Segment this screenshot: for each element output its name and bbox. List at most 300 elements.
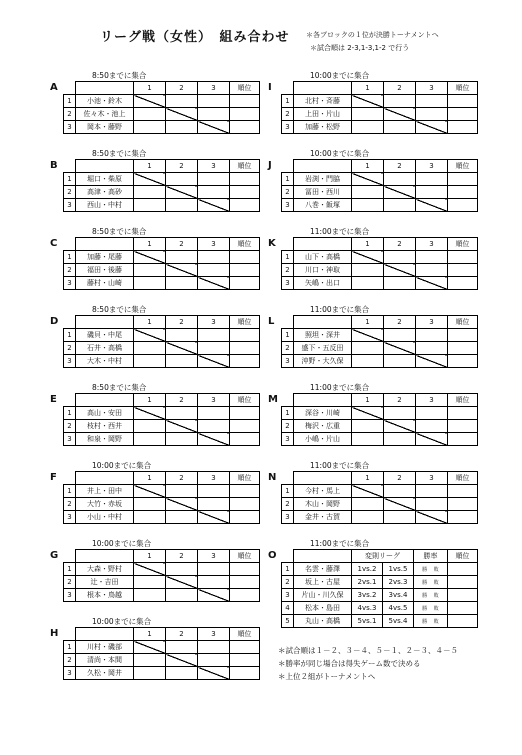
self-match-cell xyxy=(352,173,384,186)
score-cell xyxy=(198,186,230,199)
score-cell xyxy=(384,433,416,446)
table-row xyxy=(282,199,478,212)
header-n3: 3 xyxy=(198,160,230,173)
score-cell xyxy=(166,355,198,368)
table-row xyxy=(282,121,478,134)
team-name: 加藤・尾藤 xyxy=(76,251,134,264)
header-n3: 3 xyxy=(416,394,448,407)
score-cell xyxy=(134,342,166,355)
gather-time-k: 11:00までに集合 xyxy=(310,227,370,236)
header-team xyxy=(76,82,134,95)
score-cell xyxy=(134,511,166,524)
rank-cell xyxy=(448,186,478,199)
score-cell xyxy=(166,199,198,212)
team-name: 今村・馬上 xyxy=(294,485,352,498)
header-rank: 順位 xyxy=(230,160,260,173)
score-cell xyxy=(198,576,230,589)
loss-label: 敗 xyxy=(433,580,439,586)
team-name: 照坦・深井 xyxy=(294,329,352,342)
header-rank: 順位 xyxy=(230,82,260,95)
table-row xyxy=(64,277,260,290)
score-cell xyxy=(384,485,416,498)
rank-cell xyxy=(230,121,260,134)
score-cell xyxy=(134,186,166,199)
team-name: 矢嶋・出口 xyxy=(294,277,352,290)
block-table-d xyxy=(63,315,260,368)
header-n3: 3 xyxy=(416,472,448,485)
table-row xyxy=(64,95,260,108)
win-loss-cell xyxy=(414,602,448,615)
header-team xyxy=(76,160,134,173)
score-cell xyxy=(384,407,416,420)
team-name: 高津・高砂 xyxy=(76,186,134,199)
block-letter-m: M xyxy=(268,394,278,405)
header-n3: 3 xyxy=(416,82,448,95)
score-cell xyxy=(166,407,198,420)
rank-cell xyxy=(230,173,260,186)
rank-cell xyxy=(230,511,260,524)
score-cell xyxy=(134,433,166,446)
self-match-cell xyxy=(134,251,166,264)
rank-cell xyxy=(230,342,260,355)
team-number: 2 xyxy=(64,498,76,511)
win-label: 勝 xyxy=(422,580,428,586)
rank-cell xyxy=(448,498,478,511)
bottom-note-tiebreak: ＊勝率が同じ場合は得失ゲーム数で決める xyxy=(278,659,421,668)
rank-cell xyxy=(448,615,478,628)
block-letter-n: N xyxy=(268,472,277,483)
table-row xyxy=(282,329,478,342)
win-loss-cell xyxy=(414,576,448,589)
header-blank xyxy=(64,394,76,407)
gather-time-a: 8:50までに集合 xyxy=(92,71,147,80)
self-match-cell xyxy=(198,511,230,524)
win-loss-cell xyxy=(414,615,448,628)
self-match-cell xyxy=(134,95,166,108)
table-row xyxy=(64,342,260,355)
table-row xyxy=(282,407,478,420)
score-cell xyxy=(134,277,166,290)
score-cell xyxy=(352,264,384,277)
team-name: 深谷・川崎 xyxy=(294,407,352,420)
team-name: 小山・中村 xyxy=(76,511,134,524)
rank-cell xyxy=(448,563,478,576)
header-team xyxy=(294,550,352,563)
note-order: ＊試合順は 2-3,1-3,1-2 で行う xyxy=(310,44,410,52)
header-team xyxy=(294,472,352,485)
rank-cell xyxy=(230,420,260,433)
score-cell xyxy=(384,199,416,212)
team-number: 2 xyxy=(64,576,76,589)
team-name: 藤村・山崎 xyxy=(76,277,134,290)
header-rank: 順位 xyxy=(230,628,260,641)
score-cell xyxy=(416,420,448,433)
block-table-g xyxy=(63,549,260,602)
block-letter-j: J xyxy=(268,160,272,171)
table-row xyxy=(282,420,478,433)
table-row xyxy=(64,589,260,602)
team-number: 1 xyxy=(64,485,76,498)
block-letter-o: O xyxy=(268,550,277,561)
header-rank: 順位 xyxy=(448,316,478,329)
score-cell xyxy=(134,654,166,667)
block-table-m xyxy=(281,393,478,446)
header-rank: 順位 xyxy=(448,472,478,485)
team-name: 大木・中村 xyxy=(76,355,134,368)
header-n3: 3 xyxy=(416,316,448,329)
team-number: 2 xyxy=(282,264,294,277)
score-cell xyxy=(416,173,448,186)
block-table-h xyxy=(63,627,260,680)
header-n2: 2 xyxy=(166,628,198,641)
self-match-cell xyxy=(384,186,416,199)
rank-cell xyxy=(230,264,260,277)
table-row xyxy=(282,576,478,589)
table-row xyxy=(64,511,260,524)
score-cell xyxy=(166,485,198,498)
rank-cell xyxy=(448,121,478,134)
match-2: 1vs.5 xyxy=(383,563,414,576)
team-number: 2 xyxy=(282,420,294,433)
table-row xyxy=(282,186,478,199)
score-cell xyxy=(166,641,198,654)
team-name: 八巻・飯塚 xyxy=(294,199,352,212)
rank-cell xyxy=(230,407,260,420)
table-row xyxy=(64,498,260,511)
team-number: 1 xyxy=(64,563,76,576)
table-row xyxy=(64,576,260,589)
table-row xyxy=(282,251,478,264)
table-row xyxy=(282,342,478,355)
rank-cell xyxy=(448,277,478,290)
score-cell xyxy=(198,329,230,342)
team-number: 2 xyxy=(64,186,76,199)
table-row xyxy=(64,433,260,446)
rank-cell xyxy=(448,199,478,212)
gather-time-l: 11:00までに集合 xyxy=(310,305,370,314)
self-match-cell xyxy=(416,199,448,212)
score-cell xyxy=(352,511,384,524)
gather-time-i: 10:00までに集合 xyxy=(310,71,370,80)
header-n1: 1 xyxy=(134,628,166,641)
score-cell xyxy=(352,121,384,134)
score-cell xyxy=(134,108,166,121)
header-n1: 1 xyxy=(352,160,384,173)
score-cell xyxy=(416,251,448,264)
self-match-cell xyxy=(416,433,448,446)
rank-cell xyxy=(448,108,478,121)
team-number: 3 xyxy=(64,199,76,212)
score-cell xyxy=(166,95,198,108)
self-match-cell xyxy=(166,420,198,433)
score-cell xyxy=(166,277,198,290)
table-row xyxy=(282,563,478,576)
table-row xyxy=(64,563,260,576)
loss-label: 敗 xyxy=(433,606,439,612)
header-team xyxy=(294,160,352,173)
rank-cell xyxy=(448,264,478,277)
self-match-cell xyxy=(352,251,384,264)
table-row xyxy=(64,108,260,121)
team-number: 1 xyxy=(64,251,76,264)
gather-time-o: 11:00までに集合 xyxy=(310,539,370,548)
self-match-cell xyxy=(134,407,166,420)
team-number: 3 xyxy=(64,511,76,524)
header-rank: 順位 xyxy=(448,82,478,95)
header-blank xyxy=(282,394,294,407)
block-letter-d: D xyxy=(50,316,59,327)
self-match-cell xyxy=(134,329,166,342)
score-cell xyxy=(198,342,230,355)
header-wins: 勝率 xyxy=(414,550,448,563)
header-team xyxy=(294,82,352,95)
team-name: 金井・古賀 xyxy=(294,511,352,524)
self-match-cell xyxy=(384,342,416,355)
team-number: 3 xyxy=(282,277,294,290)
team-number: 1 xyxy=(64,329,76,342)
block-letter-h: H xyxy=(50,628,59,639)
rank-cell xyxy=(230,576,260,589)
header-blank xyxy=(64,238,76,251)
header-n3: 3 xyxy=(198,316,230,329)
table-row xyxy=(282,602,478,615)
score-cell xyxy=(166,251,198,264)
block-table-b xyxy=(63,159,260,212)
self-match-cell xyxy=(352,329,384,342)
header-n2: 2 xyxy=(166,82,198,95)
gather-time-e: 8:50までに集合 xyxy=(92,383,147,392)
score-cell xyxy=(352,186,384,199)
team-name: 根本・鳥越 xyxy=(76,589,134,602)
team-name: 辻・吉田 xyxy=(76,576,134,589)
header-n2: 2 xyxy=(166,550,198,563)
team-name: 高山・安田 xyxy=(76,407,134,420)
header-blank xyxy=(282,238,294,251)
header-blank xyxy=(64,316,76,329)
table-row xyxy=(282,173,478,186)
rank-cell xyxy=(448,251,478,264)
header-blank xyxy=(282,160,294,173)
rank-cell xyxy=(448,407,478,420)
table-row xyxy=(64,641,260,654)
score-cell xyxy=(384,121,416,134)
score-cell xyxy=(198,173,230,186)
header-n3: 3 xyxy=(416,238,448,251)
header-team xyxy=(294,316,352,329)
table-row xyxy=(282,511,478,524)
rank-cell xyxy=(448,433,478,446)
team-number: 3 xyxy=(64,667,76,680)
self-match-cell xyxy=(198,433,230,446)
score-cell xyxy=(198,485,230,498)
score-cell xyxy=(352,277,384,290)
header-n2: 2 xyxy=(166,238,198,251)
block-table-k xyxy=(281,237,478,290)
self-match-cell xyxy=(384,264,416,277)
bottom-note-advance: ＊上位２組がトーナメントへ xyxy=(278,672,376,681)
header-n2: 2 xyxy=(384,394,416,407)
gather-time-c: 8:50までに集合 xyxy=(92,227,147,236)
team-name: 冨田・西川 xyxy=(294,186,352,199)
team-number: 1 xyxy=(282,485,294,498)
gather-time-n: 11:00までに集合 xyxy=(310,461,370,470)
block-letter-c: C xyxy=(50,238,58,249)
team-number: 3 xyxy=(64,355,76,368)
rank-cell xyxy=(448,355,478,368)
block-letter-i: I xyxy=(268,82,272,93)
self-match-cell xyxy=(352,407,384,420)
self-match-cell xyxy=(166,576,198,589)
self-match-cell xyxy=(416,277,448,290)
self-match-cell xyxy=(134,485,166,498)
block-letter-f: F xyxy=(50,472,57,483)
rank-cell xyxy=(230,186,260,199)
score-cell xyxy=(198,264,230,277)
rank-cell xyxy=(448,576,478,589)
team-number: 3 xyxy=(64,277,76,290)
score-cell xyxy=(134,498,166,511)
table-row xyxy=(64,173,260,186)
header-n2: 2 xyxy=(166,316,198,329)
header-blank xyxy=(64,160,76,173)
team-name: 木山・岡野 xyxy=(294,498,352,511)
header-team xyxy=(76,550,134,563)
gather-time-m: 11:00までに集合 xyxy=(310,383,370,392)
score-cell xyxy=(352,342,384,355)
header-team xyxy=(294,394,352,407)
team-number: 1 xyxy=(282,251,294,264)
header-team xyxy=(76,472,134,485)
score-cell xyxy=(384,251,416,264)
score-cell xyxy=(352,108,384,121)
loss-label: 敗 xyxy=(433,567,439,573)
gather-time-f: 10:00までに集合 xyxy=(92,461,152,470)
header-n3: 3 xyxy=(416,160,448,173)
team-number: 3 xyxy=(282,355,294,368)
self-match-cell xyxy=(166,498,198,511)
gather-time-g: 10:00までに集合 xyxy=(92,539,152,548)
rank-cell xyxy=(448,602,478,615)
score-cell xyxy=(416,485,448,498)
block-table-l xyxy=(281,315,478,368)
header-team xyxy=(76,394,134,407)
header-n3: 3 xyxy=(198,394,230,407)
gather-time-d: 8:50までに集合 xyxy=(92,305,147,314)
self-match-cell xyxy=(166,264,198,277)
self-match-cell xyxy=(416,355,448,368)
table-row xyxy=(282,355,478,368)
score-cell xyxy=(384,173,416,186)
header-n1: 1 xyxy=(134,316,166,329)
score-cell xyxy=(198,95,230,108)
team-number: 3 xyxy=(64,433,76,446)
match-2: 3vs.4 xyxy=(383,589,414,602)
block-letter-e: E xyxy=(50,394,57,405)
score-cell xyxy=(198,407,230,420)
team-number: 2 xyxy=(64,342,76,355)
self-match-cell xyxy=(198,667,230,680)
table-row xyxy=(282,433,478,446)
block-table-i xyxy=(281,81,478,134)
team-name: 堀口・柴原 xyxy=(76,173,134,186)
score-cell xyxy=(198,641,230,654)
team-number: 1 xyxy=(64,173,76,186)
team-name: 盛下・五反田 xyxy=(294,342,352,355)
note-final: ＊各ブロックの１位が決勝トーナメントへ xyxy=(306,31,439,39)
block-table-f xyxy=(63,471,260,524)
self-match-cell xyxy=(166,342,198,355)
block-table-o xyxy=(281,549,478,628)
table-row xyxy=(64,420,260,433)
team-number: 3 xyxy=(282,433,294,446)
header-rank: 順位 xyxy=(230,238,260,251)
team-name: 清尚・本間 xyxy=(76,654,134,667)
self-match-cell xyxy=(198,199,230,212)
team-number: 3 xyxy=(64,589,76,602)
self-match-cell xyxy=(384,108,416,121)
self-match-cell xyxy=(416,511,448,524)
score-cell xyxy=(416,407,448,420)
team-name: 坂上・古屋 xyxy=(294,576,352,589)
header-rank: 順位 xyxy=(448,238,478,251)
team-number: 3 xyxy=(282,199,294,212)
match-2: 5vs.4 xyxy=(383,615,414,628)
rank-cell xyxy=(230,199,260,212)
team-number: 1 xyxy=(64,407,76,420)
score-cell xyxy=(416,186,448,199)
team-number: 3 xyxy=(64,121,76,134)
rank-cell xyxy=(230,251,260,264)
header-n1: 1 xyxy=(134,550,166,563)
rank-cell xyxy=(230,498,260,511)
team-name: 岡本・藤野 xyxy=(76,121,134,134)
loss-label: 敗 xyxy=(433,619,439,625)
score-cell xyxy=(352,433,384,446)
match-1: 3vs.2 xyxy=(352,589,383,602)
score-cell xyxy=(198,420,230,433)
block-letter-b: B xyxy=(50,160,58,171)
team-number: 2 xyxy=(282,498,294,511)
header-blank xyxy=(64,82,76,95)
team-name: 枝村・西井 xyxy=(76,420,134,433)
table-row xyxy=(282,95,478,108)
table-row xyxy=(282,108,478,121)
team-number: 1 xyxy=(64,95,76,108)
header-n3: 3 xyxy=(198,628,230,641)
header-blank xyxy=(64,472,76,485)
score-cell xyxy=(134,264,166,277)
rank-cell xyxy=(230,641,260,654)
header-blank xyxy=(64,550,76,563)
rank-cell xyxy=(230,433,260,446)
table-row xyxy=(64,329,260,342)
rank-cell xyxy=(448,173,478,186)
table-row xyxy=(282,264,478,277)
rank-cell xyxy=(448,420,478,433)
self-match-cell xyxy=(198,355,230,368)
team-number: 5 xyxy=(282,615,294,628)
block-table-n xyxy=(281,471,478,524)
team-number: 1 xyxy=(282,563,294,576)
match-2: 2vs.3 xyxy=(383,576,414,589)
team-name: 加藤・松野 xyxy=(294,121,352,134)
team-name: 川村・磯部 xyxy=(76,641,134,654)
header-n2: 2 xyxy=(384,82,416,95)
score-cell xyxy=(352,420,384,433)
rank-cell xyxy=(230,277,260,290)
team-name: 井上・田中 xyxy=(76,485,134,498)
table-row xyxy=(282,615,478,628)
